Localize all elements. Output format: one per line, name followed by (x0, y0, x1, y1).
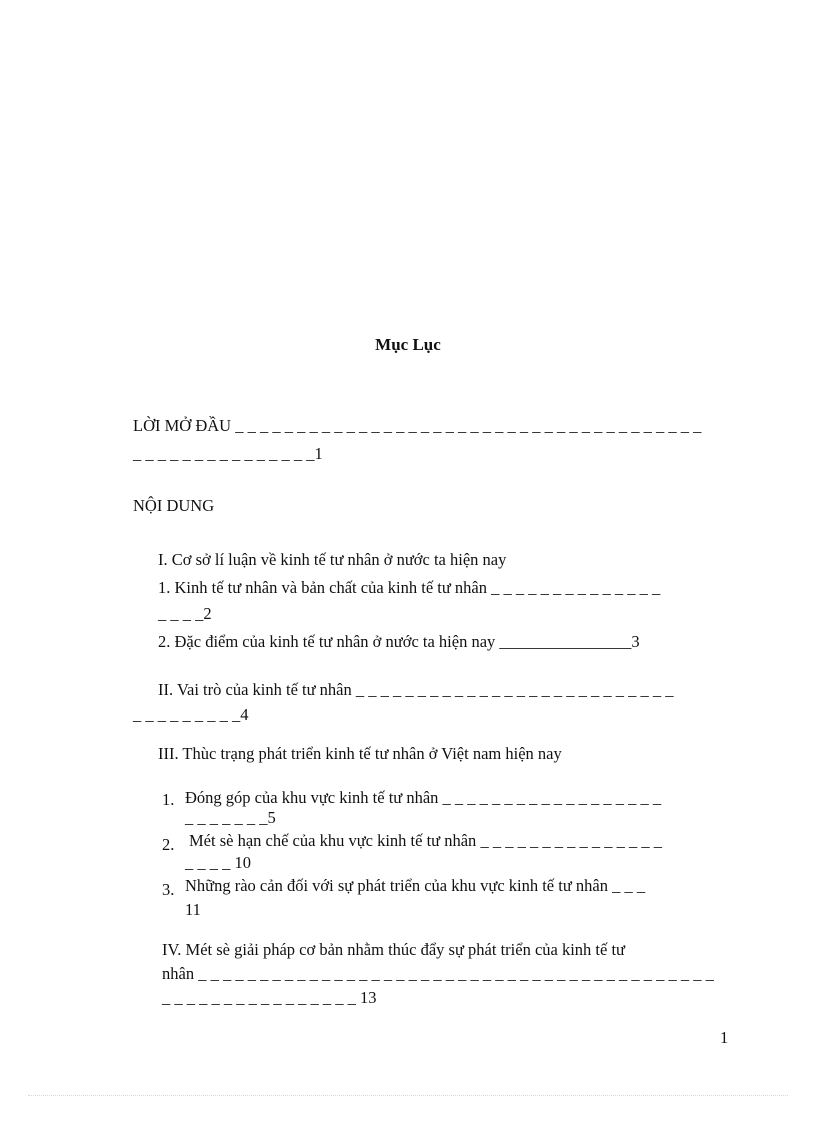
toc-entry-3-3 (185, 876, 645, 896)
toc-page-number: 13 (360, 988, 377, 1007)
toc-entry-section-4-cont (162, 988, 377, 1008)
toc-entry-section-2-cont (133, 705, 249, 725)
toc-entry-1-1 (158, 578, 660, 598)
toc-leader: _ _ _ (612, 876, 646, 895)
toc-entry-text: nhân (162, 964, 195, 983)
toc-title: Mục Lục (375, 335, 441, 354)
toc-leader: _ _ _ _ _ _ _ _ _ _ _ _ _ _ _ _ _ _ _ _ _ _ _ _ _ _ _ _ _ _ _ _ _ _ _ _ _ _ (235, 416, 702, 435)
toc-entry-text: 2. Đặc điểm của kinh tế tư nhân ở nước ta hiện nay (158, 632, 496, 651)
toc-entry-section-4-line2 (162, 964, 714, 984)
page-edge-divider (28, 1095, 788, 1096)
toc-page-number: 2 (203, 604, 212, 623)
toc-leader: _ _ _ _ _ _ _ _ _ _ _ _ _ _ _ _ _ _ (442, 788, 662, 807)
toc-leader: _ _ _ _ _ _ _ _ _ _ _ _ _ _ _ _ _ _ _ _ _ _ _ _ _ _ _ _ _ _ _ _ _ _ _ _ _ _ _ _ _ _ (198, 964, 714, 983)
toc-leader: _ _ _ _ (158, 604, 204, 623)
toc-entry-3-2-cont (185, 853, 251, 873)
toc-entry-text: Những rào cản đối với sự phát triển của khu vực kinh tế tư nhân (185, 876, 608, 895)
toc-entry-loi-mo-dau (133, 416, 701, 436)
toc-entry-3-2-num: 2. (162, 835, 175, 854)
toc-page-number: 4 (240, 705, 249, 724)
toc-page-number: 1 (314, 444, 323, 463)
toc-heading-noi-dung: NỘI DUNG (133, 496, 215, 515)
toc-entry-text: Mét sè hạn chế của khu vực kinh tế tư nhân (189, 831, 477, 850)
toc-leader: _ _ _ _ _ _ _ _ _ (133, 705, 241, 724)
toc-leader: _ _ _ _ _ _ _ _ _ _ _ _ _ _ _ (480, 831, 662, 850)
toc-entry-text: II. Vai trò của kinh tế tư nhân (158, 680, 352, 699)
toc-leader: _ _ _ _ (185, 853, 231, 872)
toc-section-3-heading: III. Thùc trạng phát triển kinh tế tư nhân ở Việt nam hiện nay (158, 744, 562, 763)
toc-entry-1-1-cont (158, 604, 212, 624)
toc-entry-3-3-cont (185, 900, 201, 920)
page-number: 1 (720, 1028, 729, 1047)
toc-entry-3-1-cont (185, 808, 276, 828)
toc-leader: _ _ _ _ _ _ _ _ _ _ _ _ _ _ _ _ _ _ _ _ _ _ _ _ _ _ (355, 680, 674, 699)
toc-page-number: 11 (185, 900, 201, 919)
toc-entry-section-2 (158, 680, 674, 700)
toc-entry-text: Đóng góp của khu vực kinh tế tư nhân (185, 788, 439, 807)
toc-page-number: 5 (267, 808, 276, 827)
toc-page-number: 10 (234, 853, 251, 872)
toc-entry-text: 1. Kinh tế tư nhân và bản chất của kinh tế tư nhân (158, 578, 488, 597)
toc-entry-3-1 (185, 788, 661, 808)
toc-entry-1-2 (158, 632, 640, 652)
toc-leader: _ _ _ _ _ _ _ _ _ _ _ _ _ _ (491, 578, 661, 597)
toc-leader: _ _ _ _ _ _ _ _ _ _ _ _ _ _ _ (133, 444, 315, 463)
toc-entry-3-2 (189, 831, 662, 851)
toc-leader: _ _ _ _ _ _ _ (185, 808, 268, 827)
toc-entry-section-4: IV. Mét sè giải pháp cơ bản nhằm thúc đẩy sự phát triển của kinh tế tư (162, 940, 625, 959)
toc-page-number: 3 (631, 632, 640, 651)
toc-leader: _ _ _ _ _ _ _ _ _ _ _ _ _ _ _ _ (162, 988, 356, 1007)
toc-entry-text: LỜI MỞ ĐẦU (133, 416, 232, 435)
toc-section-1-heading: I. Cơ sở lí luận về kinh tế tư nhân ở nước ta hiện nay (158, 550, 507, 569)
toc-entry-3-1-num: 1. (162, 790, 175, 809)
toc-entry-loi-mo-dau-cont (133, 444, 323, 464)
toc-entry-3-3-num: 3. (162, 880, 175, 899)
toc-leader: ________________ (499, 632, 632, 651)
